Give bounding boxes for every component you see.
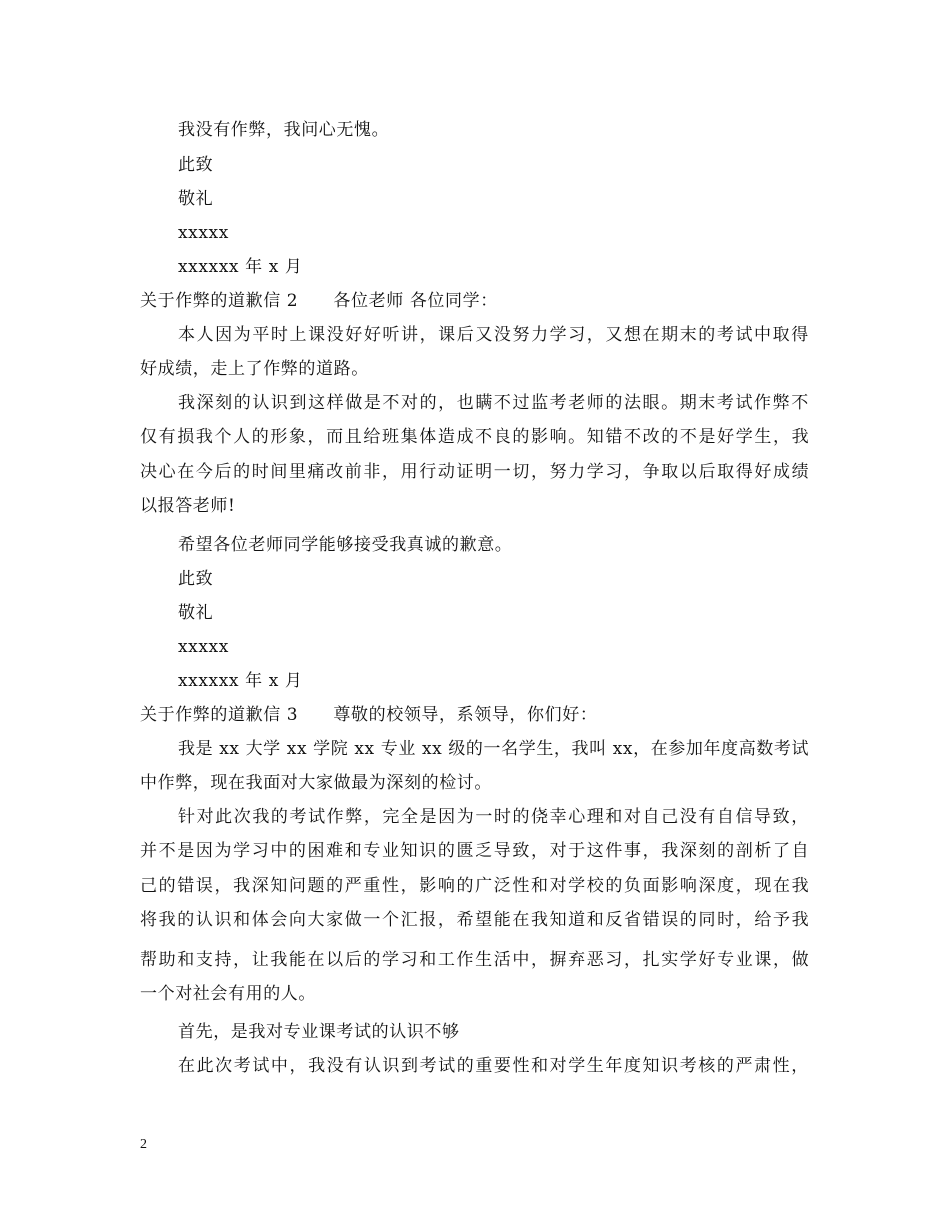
text-line: 希望各位老师同学能够接受我真诚的歉意。 — [178, 535, 513, 555]
text-line: 此致 — [178, 569, 214, 589]
text-line: xxxxx — [178, 637, 229, 657]
section-heading: 关于作弊的道歉信 2 各位老师 各位同学： — [140, 291, 498, 311]
text-line: 此致 — [178, 155, 214, 175]
text-line: 在此次考试中，我没有认识到考试的重要性和对学生年度知识考核的严肃性， — [178, 1056, 810, 1076]
text-line: 将我的认识和体会向大家做一个汇报，希望能在我知道和反省错误的同时，给予我 — [140, 910, 811, 930]
text-line: 我没有作弊，我问心无愧。 — [178, 120, 390, 140]
text-line: 并不是因为学习中的困难和专业知识的匮乏导致，对于这件事，我深刻的剖析了自 — [140, 841, 811, 861]
text-line: 以报答老师! — [140, 496, 236, 516]
text-line: 好成绩，走上了作弊的道路。 — [140, 359, 369, 379]
text-line: 敬礼 — [178, 189, 214, 209]
text-line: 针对此次我的考试作弊，完全是因为一时的侥幸心理和对自己没有自信导致， — [178, 807, 810, 827]
text-line: xxxxxx 年 x 月 — [178, 257, 303, 277]
text-line: 中作弊，现在我面对大家做最为深刻的检讨。 — [140, 773, 492, 793]
page-number: 2 — [140, 1137, 147, 1152]
text-line: 我深刻的认识到这样做是不对的，也瞒不过监考老师的法眼。期末考试作弊不 — [178, 393, 810, 413]
text-line: xxxxx — [178, 223, 229, 243]
text-line: xxxxxx 年 x 月 — [178, 671, 303, 691]
text-line: 己的错误，我深知问题的严重性，影响的广泛性和对学校的负面影响深度，现在我 — [140, 876, 811, 896]
text-line: 本人因为平时上课没好好听讲，课后又没努力学习，又想在期末的考试中取得 — [178, 325, 810, 345]
text-line: 首先，是我对专业课考试的认识不够 — [178, 1022, 460, 1042]
section-heading: 关于作弊的道歉信 3 尊敬的校领导，系领导，你们好： — [140, 705, 598, 725]
text-line: 仅有损我个人的形象，而且给班集体造成不良的影响。知错不改的不是好学生，我 — [140, 427, 811, 447]
text-line: 我是 xx 大学 xx 学院 xx 专业 xx 级的一名学生，我叫 xx，在参加年度高数考试 — [178, 739, 810, 759]
text-line: 决心在今后的时间里痛改前非，用行动证明一切，努力学习，争取以后取得好成绩 — [140, 462, 811, 482]
text-line: 帮助和支持，让我能在以后的学习和工作生活中，摒弃恶习，扎实学好专业课，做 — [140, 950, 811, 970]
text-line: 一个对社会有用的人。 — [140, 984, 316, 1004]
text-line: 敬礼 — [178, 603, 214, 623]
